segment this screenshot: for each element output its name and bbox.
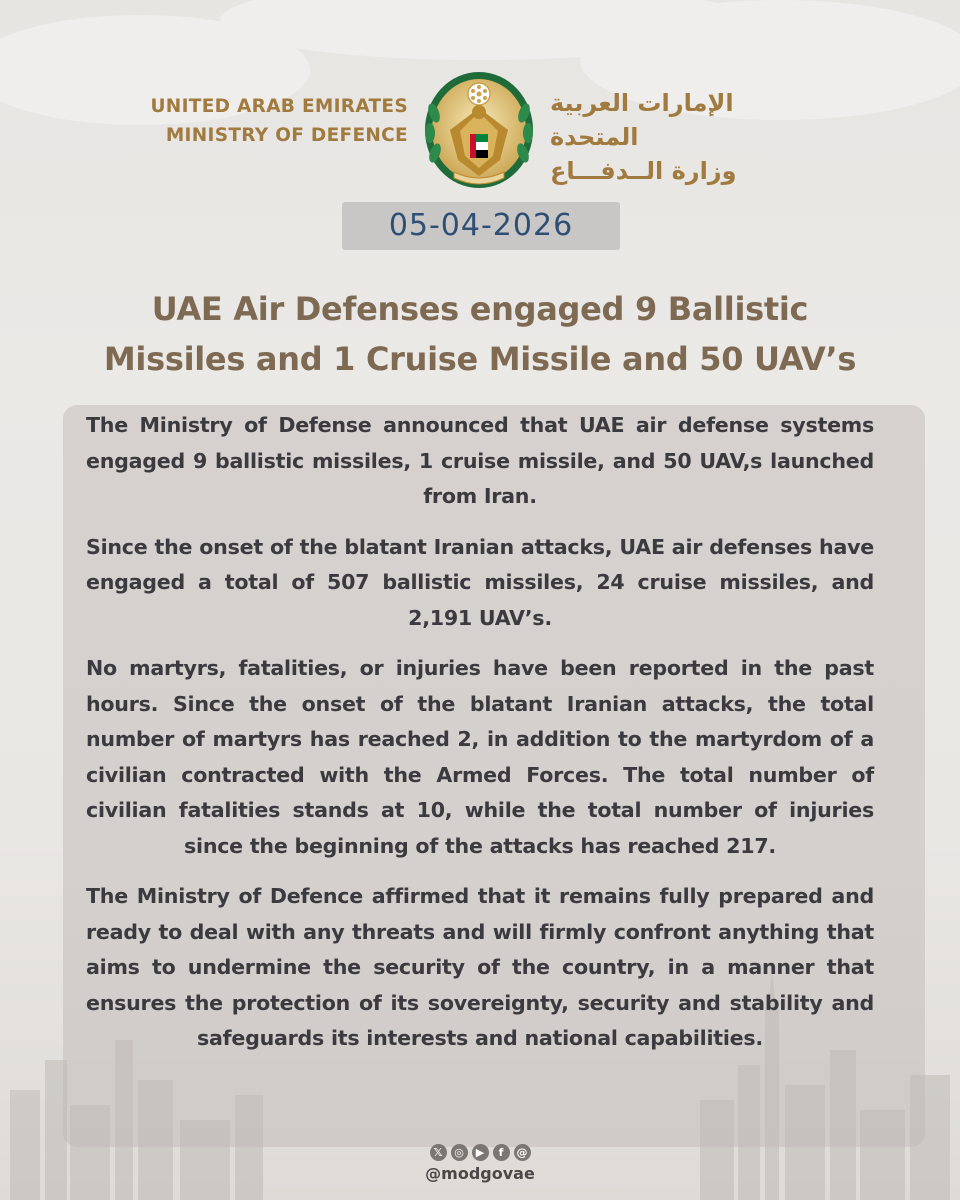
headline <box>40 284 920 384</box>
headline-line-1: UAE Air Defenses engaged 9 Ballistic <box>151 290 809 328</box>
ministry-header <box>0 62 960 192</box>
falcon-emblem-icon <box>420 68 538 192</box>
social-footer <box>380 1144 580 1183</box>
social-handle[interactable]: @modgovae <box>425 1164 535 1183</box>
paragraph-3: No martyrs, fatalities, or injuries have been reported in the past hours. Since the onset of the blatant Iranian attacks, the total number of martyrs has reached 2, in addition to the martyrdom of a civilian contracted with the Armed Forces. The total number of civilian fatalities stands at 10, while the total number of injuries since the beginning of the attacks has reached 217. <box>86 656 874 858</box>
country-name-arabic: الإمارات العربية المتحدة <box>550 89 734 151</box>
date-badge: 05-04-2026 <box>342 202 620 250</box>
ministry-name-arabic-line: وزارة الــدفـــاع <box>550 157 737 185</box>
paragraph-4: The Ministry of Defence affirmed that it remains fully prepared and ready to deal with any threats and will firmly confront anything that aims to undermine the security of the country, in a manner that ensures the protection of its sovereignty, security and stability and safeguards its interests and national capabilities. <box>86 884 874 1050</box>
youtube-icon[interactable]: ▶ <box>472 1144 489 1161</box>
ministry-name-english-line: MINISTRY OF DEFENCE <box>165 125 408 146</box>
country-name-english: UNITED ARAB EMIRATES <box>150 96 408 117</box>
x-icon[interactable]: 𝕏 <box>430 1144 447 1161</box>
threads-icon[interactable]: @ <box>514 1144 531 1161</box>
headline-line-2: Missiles and 1 Cruise Missile and 50 UAV’s <box>103 340 857 378</box>
instagram-icon[interactable]: ◎ <box>451 1144 468 1161</box>
social-icons <box>380 1144 580 1161</box>
ministry-name-arabic <box>550 86 820 188</box>
statement-body <box>86 408 874 1072</box>
paragraph-1: The Ministry of Defense announced that UAE air defense systems engaged 9 ballistic missiles, 1 cruise missile, and 50 UAV,s launched from Iran. <box>86 413 874 508</box>
paragraph-2: Since the onset of the blatant Iranian attacks, UAE air defenses have engaged a total of 507 ballistic missiles, 24 cruise missiles, and 2,191 UAV’s. <box>86 534 874 630</box>
ministry-name-english <box>150 92 408 150</box>
facebook-icon[interactable]: f <box>493 1144 510 1161</box>
